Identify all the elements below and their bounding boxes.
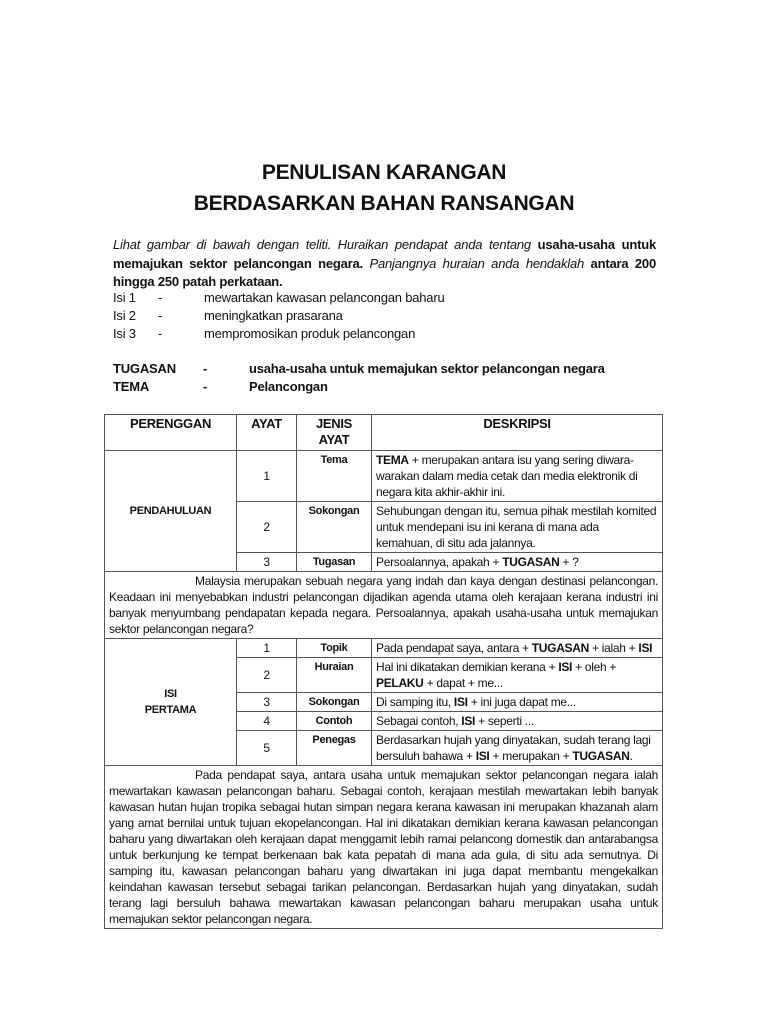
ayat-number: 2: [237, 658, 297, 693]
deskripsi-text: + oleh +: [572, 660, 617, 674]
deskripsi-cell: [372, 639, 663, 658]
ayat-number: 1: [237, 451, 297, 502]
essay-structure-table: [104, 414, 663, 929]
table-row: [105, 451, 663, 502]
isi-label: Isi 1: [113, 290, 136, 305]
jenis-ayat: Sokongan: [297, 502, 372, 553]
deskripsi-cell: [372, 658, 663, 693]
deskripsi-bold: PELAKU: [376, 676, 424, 690]
deskripsi-bold: ISI: [461, 714, 476, 728]
ayat-number: 3: [237, 693, 297, 712]
pendahuluan-paragraph-row: [105, 572, 663, 639]
isi-pertama-label-line-1: ISI: [164, 688, 177, 700]
deskripsi-bold: TUGASAN: [502, 555, 560, 569]
instruction-bold-2: antara 200 hingga 250 patah perkataan.: [113, 255, 656, 289]
deskripsi-cell: [372, 502, 663, 553]
header-ayat: AYAT: [237, 415, 297, 451]
deskripsi-text: Persoalannya, apakah +: [376, 555, 503, 569]
pendahuluan-paragraph-cell: [105, 572, 663, 639]
deskripsi-text: Hal ini dikatakan demikian kerana +: [376, 660, 559, 674]
header-jenis-ayat: JENIS AYAT: [297, 415, 372, 451]
deskripsi-text: + merupakan +: [489, 749, 573, 763]
header-perenggan: PERENGGAN: [105, 415, 237, 451]
pendahuluan-paragraph: Malaysia merupakan sebuah negara yang indah dan kaya dengan destinasi pelancongan. Keadaan ini menyebabkan industri pelancongan dijadikan agenda utama oleh kerajaan kerana industri ini banyak menyumbang pendapatan kepada negara. Persoalannya, apakah usaha-usaha untuk memajukan sektor pelancongan negara?: [109, 574, 658, 636]
isi-label: Isi 3: [113, 326, 136, 341]
instruction-bold-1: usaha-usaha untuk memajukan sektor pelancongan negara.: [113, 237, 656, 271]
isi-dash: -: [158, 290, 163, 305]
deskripsi-bold: ISI: [558, 660, 573, 674]
deskripsi-cell: [372, 553, 663, 572]
jenis-ayat: Huraian: [297, 658, 372, 693]
isi-pertama-paragraph-row: [105, 766, 663, 929]
ayat-number: 1: [237, 639, 297, 658]
ayat-number: 5: [237, 731, 297, 766]
tugasan-label: TUGASAN: [113, 361, 176, 376]
isi-text: mewartakan kawasan pelancongan baharu: [204, 290, 445, 305]
tema-label: TEMA: [113, 379, 150, 394]
isi-pertama-label-line-2: PERTAMA: [144, 704, 197, 716]
tema-text: Pelancongan: [249, 379, 328, 394]
deskripsi-text: + ialah +: [589, 641, 639, 655]
ayat-number: 2: [237, 502, 297, 553]
deskripsi-text: + seperti ...: [475, 714, 534, 728]
pendahuluan-label: PENDAHULUAN: [105, 451, 237, 572]
instruction-paragraph: [113, 236, 656, 292]
deskripsi-bold: TUGASAN: [531, 641, 589, 655]
ayat-number: 3: [237, 553, 297, 572]
jenis-ayat: Topik: [297, 639, 372, 658]
tugasan-text: usaha-usaha untuk memajukan sektor pelancongan negara: [249, 361, 605, 376]
jenis-ayat: Sokongan: [297, 693, 372, 712]
deskripsi-text: + ?: [559, 555, 579, 569]
deskripsi-text: Pada pendapat saya, antara +: [376, 641, 532, 655]
isi-text: mempromosikan produk pelancongan: [204, 326, 416, 341]
ayat-number: 4: [237, 712, 297, 731]
deskripsi-bold: ISI: [475, 749, 490, 763]
deskripsi-text: + merupakan antara isu yang sering diwara-warakan dalam media cetak dan media elektronik di negara kita akhir-akhir ini.: [376, 453, 638, 499]
deskripsi-text: Berdasarkan hujah yang dinyatakan, sudah terang lagi bersuluh bahawa +: [376, 733, 651, 763]
deskripsi-bold: ISI: [453, 695, 468, 709]
deskripsi-text: Sebagai contoh,: [376, 714, 462, 728]
deskripsi-cell: [372, 712, 663, 731]
isi-text: meningkatkan prasarana: [204, 308, 343, 323]
tema-dash: -: [203, 379, 208, 394]
deskripsi-bold: ISI: [638, 641, 653, 655]
deskripsi-text: Di samping itu,: [376, 695, 454, 709]
table-row: [105, 639, 663, 658]
jenis-ayat: Penegas: [297, 731, 372, 766]
deskripsi-text: Sehubungan dengan itu, semua pihak mestilah komited untuk mendepani isu ini kerana di mana ada kemahuan, di situ ada jalannya.: [376, 504, 657, 550]
deskripsi-cell: [372, 693, 663, 712]
deskripsi-cell: [372, 731, 663, 766]
isi-pertama-paragraph-cell: [105, 766, 663, 929]
deskripsi-bold: TEMA: [376, 453, 409, 467]
header-deskripsi: DESKRIPSI: [372, 415, 663, 451]
jenis-ayat: Tugasan: [297, 553, 372, 572]
isi-pertama-paragraph: Pada pendapat saya, antara usaha untuk memajukan sektor pelancongan negara ialah mewartakan kawasan pelancongan baharu. Sebagai contoh, kerajaan mestilah mewartakan lebih banyak kawasan hutan hujan tropika sebagai hutan simpan negara kerana kawasan ini merupakan khazanah alam yang amat bernilai untuk tujuan ekopelancongan. Hal ini dikatakan demikian kerana kawasan pelancongan baharu yang diwartakan oleh kerajaan dapat menggamit lebih ramai pelancong domestik dan antarabangsa untuk berkunjung ke tempat berkenaan bak kata pepatah di mana ada gula, di situ ada semutnya. Di samping itu, kawasan pelancongan baharu yang diwartakan ini juga dapat membantu mengekalkan keindahan kawasan tersebut sebagai tarikan pelancongan. Berdasarkan hujah yang dinyatakan, sudah terang lagi bersuluh bahawa mewartakan kawasan pelancongan baharu merupakan usaha untuk memajukan sektor pelancongan negara.: [109, 768, 658, 926]
isi-label: Isi 2: [113, 308, 136, 323]
deskripsi-text: + ini juga dapat me...: [467, 695, 576, 709]
jenis-ayat: Contoh: [297, 712, 372, 731]
isi-dash: -: [158, 308, 163, 323]
deskripsi-cell: [372, 451, 663, 502]
instruction-italic-1: Lihat gambar di bawah dengan teliti. Huraikan pendapat anda tentang: [113, 237, 531, 252]
page-title-line-2: BERDASARKAN BAHAN RANSANGAN: [193, 192, 575, 215]
tugasan-dash: -: [203, 361, 208, 376]
jenis-ayat: Tema: [297, 451, 372, 502]
page-title-line-1: PENULISAN KARANGAN: [261, 161, 507, 184]
isi-dash: -: [158, 326, 163, 341]
deskripsi-bold: TUGASAN: [572, 749, 630, 763]
table-header-row: [105, 415, 663, 451]
deskripsi-text: .: [629, 749, 633, 763]
instruction-italic-2: Panjangnya huraian anda hendaklah: [369, 255, 585, 271]
isi-pertama-label: [105, 639, 237, 766]
deskripsi-text: + dapat + me...: [423, 676, 503, 690]
